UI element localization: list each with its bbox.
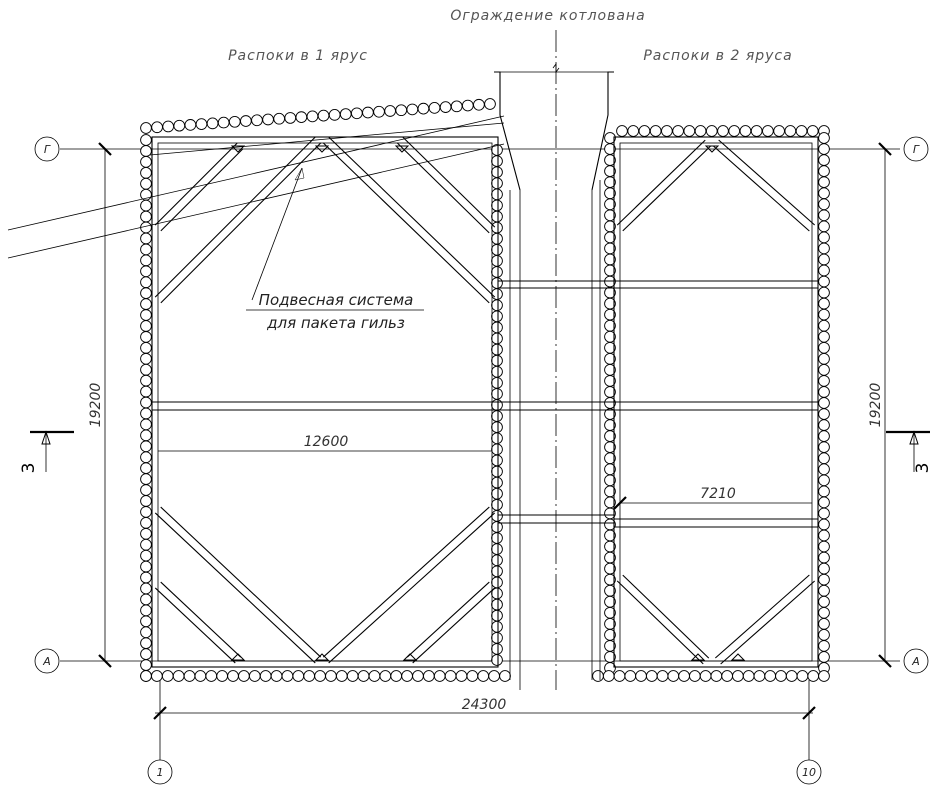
pile: [141, 616, 152, 627]
pile: [762, 126, 773, 137]
pile: [819, 221, 830, 232]
pile: [296, 112, 307, 123]
pile: [141, 364, 152, 375]
pile: [492, 178, 503, 189]
pile: [492, 510, 503, 521]
pile: [326, 671, 337, 682]
pile: [492, 200, 503, 211]
pile: [819, 629, 830, 640]
pile: [141, 583, 152, 594]
pile: [819, 398, 830, 409]
pile: [819, 364, 830, 375]
pile: [819, 243, 830, 254]
pile: [363, 107, 374, 118]
pile: [819, 188, 830, 199]
callout-line-1: Подвесная система: [258, 291, 414, 309]
pile: [380, 671, 391, 682]
pile: [819, 420, 830, 431]
pile: [819, 232, 830, 243]
pile: [260, 671, 271, 682]
pile: [413, 671, 424, 682]
pile: [492, 566, 503, 577]
pile: [492, 599, 503, 610]
axis-label-g-right: Г: [912, 143, 920, 156]
pile: [478, 671, 489, 682]
pile: [819, 331, 830, 342]
pile: [184, 671, 195, 682]
central-neck: [494, 64, 614, 690]
pile: [628, 126, 639, 137]
pile: [474, 99, 485, 110]
gusset: [732, 654, 744, 660]
right-pit-frame: [614, 137, 818, 667]
pile: [819, 641, 830, 652]
pile: [174, 120, 185, 131]
pile: [819, 342, 830, 353]
pile: [819, 320, 830, 331]
pile: [492, 311, 503, 322]
pile: [819, 265, 830, 276]
pile: [819, 475, 830, 486]
axis-label-1: 1: [156, 766, 164, 779]
pile: [240, 116, 251, 127]
pile: [492, 488, 503, 499]
axis-bubbles: [35, 137, 928, 784]
brace-line: [617, 581, 703, 664]
pile: [492, 300, 503, 311]
pile: [347, 671, 358, 682]
pile: [819, 144, 830, 155]
callout-leader: [252, 168, 302, 300]
pile: [252, 115, 263, 126]
pile: [819, 497, 830, 508]
pile: [434, 671, 445, 682]
pile: [819, 309, 830, 320]
pile: [500, 671, 511, 682]
pile: [152, 122, 163, 133]
pile: [141, 277, 152, 288]
pile: [819, 596, 830, 607]
brace-line: [155, 513, 315, 663]
pile: [729, 126, 740, 137]
pile: [819, 453, 830, 464]
pile: [173, 671, 184, 682]
pile: [239, 671, 250, 682]
pile: [374, 106, 385, 117]
pile: [162, 671, 173, 682]
pile: [358, 671, 369, 682]
brace-line: [623, 575, 709, 658]
pile: [819, 618, 830, 629]
pile: [141, 550, 152, 561]
brace-line: [623, 146, 711, 231]
pile: [418, 103, 429, 114]
pile: [141, 156, 152, 167]
pile: [492, 289, 503, 300]
pile: [141, 135, 152, 146]
pile: [786, 671, 797, 682]
pile: [329, 109, 340, 120]
pile: [141, 507, 152, 518]
pile: [141, 310, 152, 321]
pile: [141, 321, 152, 332]
pile: [733, 671, 744, 682]
pile: [369, 671, 380, 682]
pile: [819, 464, 830, 475]
pile: [228, 671, 239, 682]
pile: [391, 671, 402, 682]
pile: [492, 621, 503, 632]
brace-line: [329, 513, 495, 663]
pile: [492, 156, 503, 167]
pile: [492, 477, 503, 488]
pile: [141, 397, 152, 408]
pile: [440, 102, 451, 113]
pile: [711, 671, 722, 682]
pile: [285, 113, 296, 124]
pile: [657, 671, 668, 682]
pile: [819, 530, 830, 541]
pile: [195, 671, 206, 682]
pile: [819, 519, 830, 530]
pile: [141, 288, 152, 299]
pile: [492, 433, 503, 444]
pile: [617, 126, 628, 137]
pile: [689, 671, 700, 682]
pile: [423, 671, 434, 682]
pile: [819, 409, 830, 420]
pile: [141, 299, 152, 310]
pile: [819, 574, 830, 585]
pile: [668, 671, 679, 682]
pile: [151, 671, 162, 682]
pile: [141, 375, 152, 386]
dim-height-left: 19200: [88, 382, 104, 428]
pile: [141, 244, 152, 255]
pile: [385, 106, 396, 117]
pile: [492, 167, 503, 178]
pile: [740, 126, 751, 137]
pile: [141, 233, 152, 244]
pile: [141, 496, 152, 507]
right-section-label: Распоки в 2 яруса: [643, 48, 793, 64]
pile: [593, 671, 604, 682]
pile: [819, 607, 830, 618]
pile: [819, 276, 830, 287]
pile: [636, 671, 647, 682]
pile: [819, 298, 830, 309]
pile: [492, 322, 503, 333]
pile: [141, 419, 152, 430]
pile: [819, 585, 830, 596]
pile: [492, 533, 503, 544]
dim-left-width: 12600: [303, 434, 349, 450]
pile: [492, 466, 503, 477]
pile: [492, 400, 503, 411]
left-diagonal-braces: [155, 137, 495, 663]
pile: [307, 111, 318, 122]
pile: [141, 441, 152, 452]
pile: [819, 287, 830, 298]
brace-line: [713, 146, 809, 231]
pile: [807, 126, 818, 137]
brace-line: [161, 143, 321, 303]
pile: [185, 120, 196, 131]
pile: [141, 572, 152, 583]
pile: [351, 108, 362, 119]
pile: [141, 605, 152, 616]
pile: [141, 528, 152, 539]
dim-height-right: 19200: [868, 382, 884, 428]
axis-label-g-left: Г: [43, 143, 51, 156]
pile: [751, 126, 762, 137]
left-section-label: Распоки в 1 ярус: [228, 48, 368, 64]
pile: [207, 118, 218, 129]
pile: [318, 110, 329, 121]
pile: [141, 167, 152, 178]
pile: [271, 671, 282, 682]
pile: [141, 430, 152, 441]
pile: [141, 342, 152, 353]
pile: [407, 104, 418, 115]
pile: [819, 177, 830, 188]
axis-label-a-left: А: [43, 655, 51, 668]
pile: [456, 671, 467, 682]
pile: [718, 126, 729, 137]
pile: [819, 541, 830, 552]
pile: [765, 671, 776, 682]
pile: [492, 366, 503, 377]
pile: [229, 116, 240, 127]
pile: [141, 146, 152, 157]
pile: [492, 344, 503, 355]
rail-upper: [8, 116, 504, 230]
pile: [141, 474, 152, 485]
pile: [661, 126, 672, 137]
callout-line-2: для пакета гильз: [267, 314, 405, 332]
pile: [819, 442, 830, 453]
break-mark: [553, 64, 559, 72]
brace-line: [403, 137, 495, 227]
pile-wall: [141, 99, 830, 682]
rail-lower: [8, 144, 504, 258]
pile: [396, 105, 407, 116]
pile: [485, 99, 496, 110]
pile: [700, 671, 711, 682]
pile: [336, 671, 347, 682]
pile: [819, 210, 830, 221]
pile: [492, 333, 503, 344]
brace-line: [155, 588, 235, 663]
brace-line: [161, 149, 243, 231]
brace-line: [323, 507, 489, 657]
pile: [614, 671, 625, 682]
pile: [646, 671, 657, 682]
brace-line: [719, 140, 815, 225]
pile: [797, 671, 808, 682]
pile: [492, 267, 503, 278]
pile: [492, 411, 503, 422]
dim-right-width: 7210: [700, 486, 736, 502]
pile: [819, 133, 830, 144]
pile: [819, 671, 830, 682]
section-label-right: 3: [913, 462, 933, 474]
pile: [274, 113, 285, 124]
pile: [141, 255, 152, 266]
pile: [754, 671, 765, 682]
pile: [492, 255, 503, 266]
pile: [819, 166, 830, 177]
pile: [141, 517, 152, 528]
pile: [819, 508, 830, 519]
pile: [722, 671, 733, 682]
pile: [141, 463, 152, 474]
pile: [492, 244, 503, 255]
pile: [492, 233, 503, 244]
pile: [492, 555, 503, 566]
brace-line: [715, 575, 809, 658]
pile: [293, 671, 304, 682]
pile: [141, 638, 152, 649]
pile: [429, 102, 440, 113]
pile: [467, 671, 478, 682]
pile: [492, 377, 503, 388]
pile: [141, 408, 152, 419]
brace-line: [161, 582, 241, 657]
brace-line: [329, 137, 495, 297]
pile: [141, 561, 152, 572]
pile: [218, 117, 229, 128]
pile: [774, 126, 785, 137]
pile: [679, 671, 690, 682]
pile: [141, 200, 152, 211]
pile: [249, 671, 260, 682]
brace-line: [617, 140, 705, 225]
pile: [141, 353, 152, 364]
pile: [492, 455, 503, 466]
pile: [819, 155, 830, 166]
pile: [819, 199, 830, 210]
brace-line: [155, 143, 237, 225]
pile: [282, 671, 293, 682]
pile: [141, 627, 152, 638]
pile: [819, 387, 830, 398]
pile: [141, 331, 152, 342]
pile: [492, 211, 503, 222]
pile: [141, 266, 152, 277]
pile: [141, 178, 152, 189]
brace-line: [407, 582, 489, 657]
pile: [625, 671, 636, 682]
pile: [492, 222, 503, 233]
brace-line: [155, 137, 315, 297]
pile: [673, 126, 684, 137]
pile: [492, 389, 503, 400]
pile: [163, 121, 174, 132]
pile: [141, 539, 152, 550]
pile: [684, 126, 695, 137]
axis-label-a-right: А: [912, 655, 920, 668]
pile: [492, 644, 503, 655]
pile: [141, 660, 152, 671]
pile: [141, 386, 152, 397]
pile: [340, 109, 351, 120]
pile: [304, 671, 315, 682]
pile: [141, 123, 152, 134]
pile: [819, 431, 830, 442]
brace-line: [721, 581, 815, 664]
pile: [492, 577, 503, 588]
pile: [706, 126, 717, 137]
pile: [639, 126, 650, 137]
pile: [819, 486, 830, 497]
pile: [492, 499, 503, 510]
dim-overall-width: 24300: [461, 697, 507, 713]
pile: [492, 444, 503, 455]
pile: [445, 671, 456, 682]
pile: [196, 119, 207, 130]
pile: [141, 485, 152, 496]
pile: [808, 671, 819, 682]
pile: [141, 211, 152, 222]
pile: [489, 671, 500, 682]
pile: [402, 671, 413, 682]
pile: [315, 671, 326, 682]
pile: [785, 126, 796, 137]
pile: [695, 126, 706, 137]
pile: [141, 452, 152, 463]
pile: [206, 671, 217, 682]
pile: [819, 376, 830, 387]
pile: [492, 632, 503, 643]
pile: [819, 353, 830, 364]
pile: [776, 671, 787, 682]
drawing-title: Ограждение котлована: [450, 8, 646, 24]
pile: [796, 126, 807, 137]
pile: [492, 189, 503, 200]
pile: [492, 422, 503, 433]
pile: [217, 671, 228, 682]
pile: [141, 594, 152, 605]
pile: [650, 126, 661, 137]
pile: [141, 671, 152, 682]
pile: [819, 254, 830, 265]
pile: [451, 101, 462, 112]
brace-line: [413, 588, 495, 663]
brace-line: [161, 507, 321, 657]
pile: [819, 552, 830, 563]
axis-label-10: 10: [802, 766, 816, 779]
pile: [492, 610, 503, 621]
pile: [492, 544, 503, 555]
pile: [819, 652, 830, 663]
section-label-left: 3: [19, 462, 39, 474]
pile: [603, 671, 614, 682]
pile: [743, 671, 754, 682]
brace-line: [397, 143, 489, 233]
pile: [819, 563, 830, 574]
pile: [141, 649, 152, 660]
pile: [492, 655, 503, 666]
pile: [263, 114, 274, 125]
pile: [492, 355, 503, 366]
hanging-system: [8, 116, 504, 310]
pile: [492, 278, 503, 289]
left-pit-frame: [152, 137, 498, 667]
pile: [462, 100, 473, 111]
